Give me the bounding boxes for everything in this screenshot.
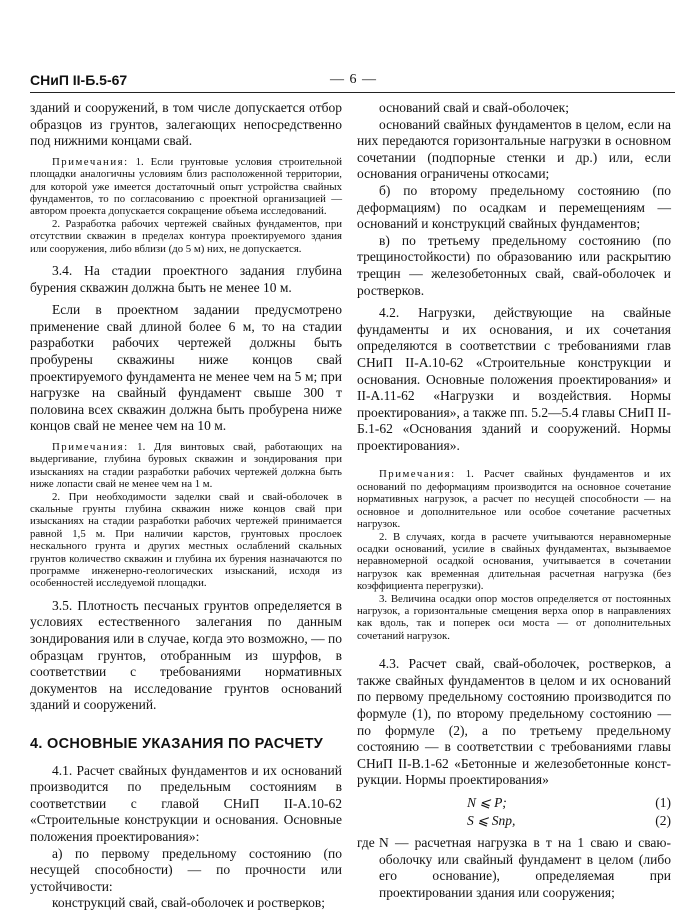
clause-4-1-a-item: конструкций свай, свай-оболочек и ростверков; xyxy=(52,895,326,911)
where-label: где xyxy=(357,834,375,850)
formula-2 xyxy=(357,813,671,831)
note-block-2-item-1 xyxy=(30,441,342,491)
where-definition: N — расчетная нагрузка в т на 1 сваю и сваю-оболочку или свайный фундамент в целом (либо его основание), определяемая при проектировании здания или сооружения; xyxy=(379,834,671,900)
note-label: Примечания: xyxy=(379,468,456,481)
section-4-heading: 4. ОСНОВНЫЕ УКАЗАНИЯ ПО РАСЧЕТУ xyxy=(30,736,324,752)
list-item-piles-foundations: оснований свай и свай-оболочек; xyxy=(379,100,569,115)
clause-3-4: 3.4. На стадии проектного задания глубина бурения скважин должна быть не менее 10 м. xyxy=(30,263,342,295)
paragraph-pile-length: Если в проектном задании предусмотрено применение свай длиной более 6 м, то на стадии разработки рабочих чертежей должны быть пробурены скважины ниже концов свай проектируемого фундамента не менее чем на 5 м; при нагрузке на свайный фундамент свыше 300 т половина всех скважин должна быть пробурена ниже концов свай не менее чем на 10 м. xyxy=(30,302,342,434)
note-block-1-item-2: 2. Разработка рабочих чертежей свайных фундаментов, при отсутствии скважин в пределах контура проектируемого здания или сооружения, либо вблизи (до 5 м) них, не допускается. xyxy=(30,217,342,255)
note-text: 1. Для винтовых свай, работающих на выдергивание, глубина буровых скважин и зондирования при изысканиях на стадии разработки рабочих чертежей должна быть ниже лопасти свай не менее чем на 1 м. xyxy=(30,440,343,491)
clause-4-1-v: в) по третьему предельному состоянию (по трещиностойкости) по образованию или раскрытию трещин — железобетонных свай, свай-оболочек и ростверков. xyxy=(357,232,671,298)
paragraph-continuation: зданий и сооружений, в том числе допускается отбор образцов из грунтов, залегающих непосредственно под нижними концами свай. xyxy=(30,100,342,149)
note-block-1-item-1 xyxy=(30,156,342,218)
note-text: 1. Расчет свайных фундаментов и их оснований по деформациям производится на основное сочетание нормативных нагрузок, а расчет по несущей способности — на основное и дополнительное или особое сочетание расчетных нагрузок. xyxy=(357,468,671,531)
formula-2-number: (2) xyxy=(655,812,671,828)
page-header xyxy=(30,72,675,93)
clause-3-5: 3.5. Плотность песчаных грунтов определяется в условиях естественного залегания по данным зондирования или в случае, когда это возможно, — по образцам грунтов, отобранным из шурфов, в соответствии с требованиями нормативных документов на исследование грунтов оснований зданий и сооружений. xyxy=(30,597,342,713)
note-label: Примечания: xyxy=(52,155,129,168)
clause-4-1: 4.1. Расчет свайных фундаментов и их оснований производится по предельным состояниям в соответствии с главой СНиП II-А.10-62 «Строительные конструкции и основания. Основные положения проектирования»: xyxy=(30,762,342,844)
formula-1-expression: N ⩽ P; xyxy=(467,794,507,810)
formula-legend xyxy=(357,835,671,901)
note-block-3-item-3: 3. Величина осадки опор мостов определяется от постоянных нагрузок, а горизонтальные смещения верха опор в направлениях как вдоль, так и поперек оси моста — от дополнительных сочетаний нагрузок. xyxy=(357,592,671,642)
formula-2-expression: S ⩽ Sпр, xyxy=(467,812,516,828)
list-item-foundations-whole: оснований свайных фундаментов в целом, если на них передаются горизонтальные нагрузки в основном сочетании (подпорные стенки и др.) или, если основания ограничены откосами; xyxy=(357,116,671,182)
document-code: СНиП II-Б.5-67 xyxy=(30,72,128,88)
note-text: 1. Если грунтовые условия строительной площадки аналогичны условиям близ расположенной территории, для которой уже имеется достаточный опыт устройства свайных фундаментов, то по согласованию с проектной организацией — автором проекта допускается сокращение объема исследований. xyxy=(30,155,342,218)
right-column xyxy=(357,100,671,901)
clause-4-3: 4.3. Расчет свай, свай-оболочек, ростверков, а также свайных фундаментов в целом и их оснований по первому предельному состоянию производится по формуле (1), по второму предельному состоянию — по формуле (2), а по третьему предельному состоянию — в соответствии с требованиями главы СНиП II-В.1-62 «Бетонные и железобетонные конструкции. Нормы проектирования» xyxy=(357,656,671,788)
clause-4-2: 4.2. Нагрузки, действующие на свайные фундаменты и их основания, и их сочетания определяются в соответствии с требованиями глав СНиП II-А.10-62 «Строительные конструкции и основания. Основные положения проектирования» и II-А.11-62 «Нагрузки и воздействия. Нормы проектирования», а также пп. 5.2—5.4 главы СНиП II-Б.1-62 «Основания зданий и сооружений. Нормы проектирования». xyxy=(357,305,671,453)
note-block-2-item-2: 2. При необходимости заделки свай и свай-оболочек в скальные грунты глубина скважин ниже концов свай при изысканиях на стадии разработки рабочих чертежей принимается равной 1,5 м. При наличии карстов, грунтовых прослоек нескального грунта и других местных ослаблений скальных грунтов количество скважин и глубина их бурения назначаются по программе инженерно-геологических изысканий, исходя из особенностей исследуемой площадки. xyxy=(30,490,342,590)
clause-4-1-b: б) по второму предельному состоянию (по деформациям) по осадкам и перемещениям — оснований и конструкций свайных фундаментов; xyxy=(357,182,671,232)
page-number: — 6 — xyxy=(330,72,377,87)
formula-1-number: (1) xyxy=(655,794,671,810)
left-column xyxy=(30,100,342,912)
formula-1 xyxy=(357,795,671,813)
note-block-3-item-2: 2. В случаях, когда в расчете учитываются неравномерные осадки оснований, усилие в свайных фундаментах, вызываемое неравномерной осадкой основания, учитывается в сочетании нагрузок как временная длительная расчетная нагрузка (без коэффициента перегрузки). xyxy=(357,530,671,593)
note-block-3-item-1 xyxy=(357,468,671,530)
note-label: Примечания: xyxy=(52,440,129,453)
clause-4-1-a: а) по первому предельному состоянию (по несущей способности) — по прочности или устойчивости: xyxy=(30,845,342,894)
